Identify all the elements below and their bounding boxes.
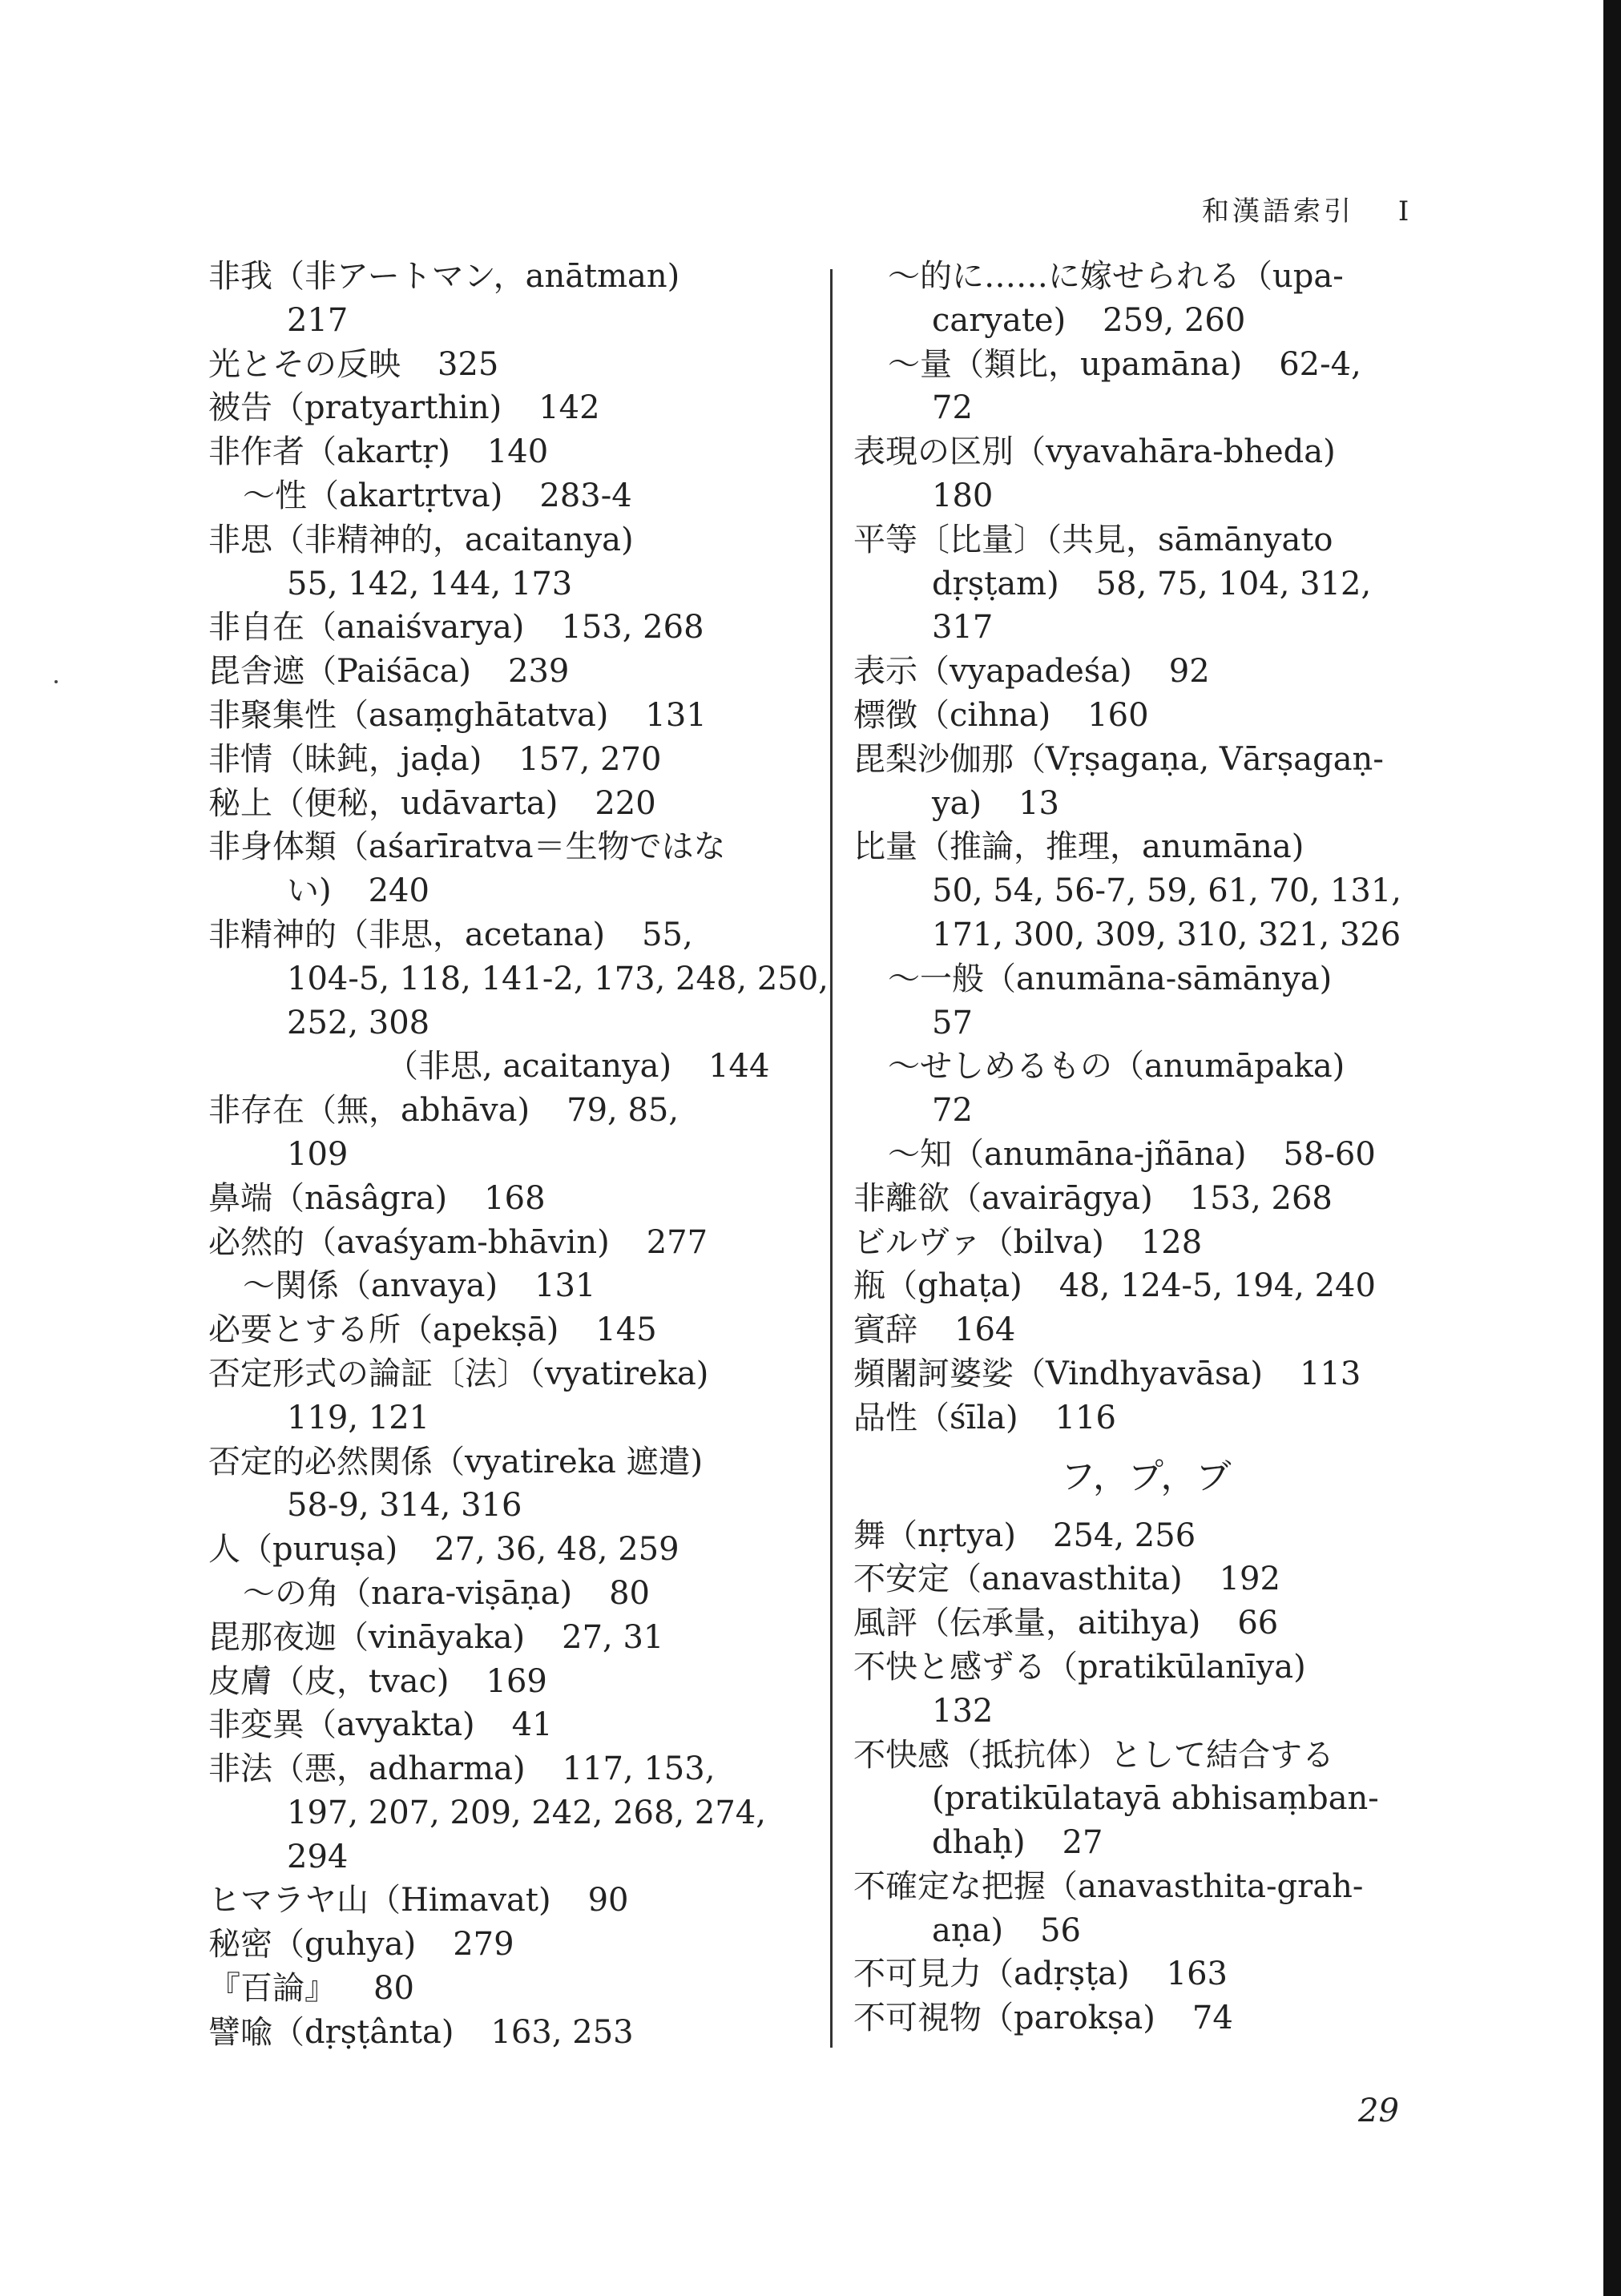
entry-term: 非思（非精神的，acaitanya) (208, 521, 634, 558)
scan-edge (1603, 0, 1621, 2296)
index-entry (208, 1221, 817, 1265)
entry-term: 非自在（anaiśvarya) (208, 609, 525, 647)
index-entry (853, 299, 1502, 343)
index-entry (208, 1923, 817, 1967)
entry-pages: 164 (954, 1311, 1016, 1349)
index-entry (208, 562, 817, 606)
index-entry (853, 650, 1502, 694)
entry-term: 非作者（akartṛ) (208, 433, 450, 471)
index-column-right-top (853, 255, 1502, 1440)
entry-term: ヒマラヤ山（Himavat) (208, 1882, 551, 1919)
entry-term: 〜関係（anvaya) (243, 1267, 498, 1305)
index-entry (208, 1572, 817, 1616)
entry-term: 非聚集性（asaṃghātatva) (208, 696, 609, 734)
entry-term: 品性（śīla) (853, 1399, 1018, 1436)
entry-pages: 180 (932, 477, 994, 514)
index-entry (208, 825, 817, 869)
index-entry (853, 1308, 1502, 1352)
entry-term: 賓辞 (853, 1311, 917, 1349)
entry-pages: 153, 268 (561, 609, 704, 647)
index-entry (853, 782, 1502, 826)
entry-pages: 168 (484, 1179, 546, 1217)
entry-pages: 145 (595, 1311, 657, 1349)
entry-pages: 66 (1237, 1605, 1279, 1642)
index-entry (208, 694, 817, 738)
entry-pages: 220 (595, 784, 656, 822)
index-entry (853, 1001, 1502, 1045)
index-entry (853, 386, 1502, 430)
entry-pages: 80 (373, 1970, 414, 2008)
entry-pages: 117, 153, (562, 1750, 716, 1788)
entry-pages: 92 (1168, 653, 1210, 691)
entry-term: 舞（nṛtya) (853, 1517, 1017, 1554)
entry-pages: 140 (486, 433, 549, 471)
entry-pages: 80 (609, 1574, 650, 1612)
index-entry (853, 1690, 1502, 1734)
entry-term: 毘那夜迦（vināyaka) (208, 1618, 526, 1656)
index-entry (853, 694, 1502, 738)
entry-term: 必要とする所（apekṣā) (208, 1311, 559, 1349)
entry-term: ビルヴァ（bilva) (853, 1223, 1104, 1261)
index-entry (853, 957, 1502, 1001)
entry-term: 否定形式の論証〔法〕（vyatireka) (208, 1355, 709, 1392)
index-entry (208, 1528, 817, 1572)
index-entry (853, 1952, 1502, 1996)
entry-term: 標徴（cihna) (853, 696, 1051, 734)
entry-pages: 56 (1040, 1911, 1081, 1949)
entry-pages: 62-4, (1279, 345, 1361, 383)
entry-pages: 131 (534, 1267, 596, 1305)
entry-pages: 325 (438, 345, 499, 383)
entry-term: 鼻端（nāsâgra) (208, 1179, 448, 1217)
entry-pages: 254, 256 (1053, 1517, 1196, 1554)
entry-term: 頻闍訶婆娑（Vindhyavāsa) (853, 1355, 1263, 1392)
entry-term: 否定的必然関係（vyatireka 遮遣) (208, 1443, 704, 1480)
entry-term: 被告（pratyarthin) (208, 389, 502, 427)
index-entry (853, 562, 1502, 606)
index-entry (208, 474, 817, 518)
index-entry (853, 1133, 1502, 1177)
entry-pages: 217 (287, 301, 349, 339)
index-entry (208, 957, 829, 1001)
entry-term: 比量（推論，推理，anumāna) (853, 828, 1304, 866)
entry-pages: 13 (1018, 784, 1059, 822)
entry-term: （非思, acaitanya) (386, 1048, 672, 1086)
index-entry (208, 1791, 817, 1835)
index-entry (853, 1045, 1502, 1089)
entry-term: aṇa) (932, 1911, 1004, 1949)
entry-term: 不可見力（adṛṣṭa) (853, 1956, 1130, 1993)
entry-term: 不確定な把握（anavasthita-grah- (853, 1867, 1364, 1905)
entry-pages: 74 (1192, 2000, 1233, 2037)
section-heading: フ，プ，ブ (1060, 1456, 1232, 1497)
index-entry (853, 343, 1502, 387)
entry-term: 非存在（無，abhāva) (208, 1092, 530, 1130)
entry-pages: 317 (932, 609, 994, 647)
entry-term: 『百論』 (208, 1970, 337, 2008)
running-header-letter: I (1397, 195, 1413, 228)
entry-term: 〜性（akartṛtva) (243, 477, 503, 514)
entry-pages: 79, 85, (567, 1092, 679, 1130)
index-entry (208, 1440, 817, 1484)
index-entry (853, 255, 1502, 299)
entry-term: 〜知（anumāna-jñāna) (888, 1135, 1247, 1173)
entry-pages: 50, 54, 56-7, 59, 61, 70, 131, (932, 872, 1401, 910)
entry-pages: 58-60 (1283, 1135, 1376, 1173)
index-entry (208, 782, 817, 826)
index-entry (853, 430, 1502, 474)
index-column-left (208, 255, 829, 2055)
index-entry (208, 1264, 817, 1308)
entry-term: 譬喩（dṛṣṭânta) (208, 2013, 454, 2051)
index-entry (853, 1865, 1502, 1909)
column-divider (830, 269, 833, 2048)
index-entry (208, 1660, 817, 1704)
index-entry (208, 1177, 817, 1221)
index-entry (208, 1133, 817, 1177)
index-entry (853, 1909, 1502, 1953)
entry-term: 風評（伝承量，aitihya) (853, 1605, 1201, 1642)
entry-pages: 104-5, 118, 141-2, 173, 248, 250, (287, 960, 829, 997)
entry-term: dṛṣṭam) (932, 565, 1059, 602)
index-entry (208, 1616, 817, 1660)
index-entry (853, 1221, 1502, 1265)
entry-term: 非離欲（avairāgya) (853, 1179, 1153, 1217)
index-entry (853, 913, 1502, 957)
index-entry (853, 1734, 1502, 1778)
entry-pages: 119, 121 (287, 1399, 430, 1436)
index-entry (853, 606, 1502, 650)
entry-term: 毘梨沙伽那（Vṛṣagaṇa, Vārṣagaṇ- (853, 740, 1384, 778)
index-entry (208, 299, 817, 343)
index-column-right-bottom (853, 1514, 1502, 2041)
entry-term: 〜一般（anumāna-sāmānya) (888, 960, 1333, 997)
index-entry (853, 1996, 1502, 2040)
index-entry (208, 1396, 817, 1440)
running-header (1202, 189, 1412, 228)
entry-pages: 57 (932, 1004, 973, 1041)
index-entry (853, 1557, 1502, 1601)
index-entry (853, 474, 1502, 518)
entry-term: 皮膚（皮，tvac) (208, 1662, 450, 1700)
entry-pages: 58, 75, 104, 312, (1095, 565, 1372, 602)
index-entry (853, 1601, 1502, 1645)
index-entry (853, 1396, 1502, 1440)
entry-term: 瓶（ghaṭa) (853, 1267, 1022, 1305)
entry-pages: 192 (1219, 1561, 1280, 1598)
entry-pages: 41 (511, 1706, 553, 1744)
entry-pages: 142 (538, 389, 600, 427)
index-entry (208, 1967, 817, 2011)
entry-pages: 153, 268 (1189, 1179, 1333, 1217)
index-entry (208, 1835, 817, 1879)
index-entry (853, 1777, 1502, 1821)
entry-term: 非精神的（非思，acetana) (208, 916, 606, 953)
index-entry (208, 1747, 817, 1791)
entry-pages: 72 (932, 389, 973, 427)
index-entry (853, 1514, 1502, 1558)
page-number: 29 (1358, 2093, 1399, 2129)
entry-term: 必然的（avaśyam-bhāvin) (208, 1223, 610, 1261)
entry-term: 不快と感ずる（pratikūlanīya) (853, 1648, 1306, 1686)
index-entry (208, 2011, 817, 2055)
index-entry (208, 1308, 817, 1352)
entry-pages: 279 (453, 1926, 514, 1964)
entry-pages: 259, 260 (1103, 301, 1246, 339)
entry-term: 秘上（便秘，udāvarta) (208, 784, 558, 822)
entry-pages: 169 (486, 1662, 547, 1700)
entry-pages: 197, 207, 209, 242, 268, 274, (287, 1794, 766, 1831)
entry-term: 表示（vyapadeśa) (853, 653, 1132, 691)
entry-pages: 27, 31 (562, 1618, 664, 1656)
entry-term: 秘密（guhya) (208, 1926, 417, 1964)
index-entry (853, 518, 1502, 562)
running-header-title: 和漢語索引 (1202, 195, 1354, 228)
index-entry (853, 1821, 1502, 1865)
entry-term: 〜の角（nara-viṣāṇa) (243, 1574, 573, 1612)
index-entry (208, 430, 817, 474)
index-entry (208, 1703, 817, 1747)
entry-term: dhaḥ) (932, 1824, 1026, 1862)
index-entry (208, 1001, 817, 1045)
index-entry (208, 738, 817, 782)
index-entry (208, 518, 817, 562)
entry-pages: 109 (287, 1135, 349, 1173)
entry-term: 平等〔比量〕（共見，sāmānyato (853, 521, 1333, 558)
scan-speck (54, 680, 58, 683)
index-entry (853, 1089, 1502, 1133)
entry-pages: 160 (1087, 696, 1149, 734)
entry-term: 非法（悪，adharma) (208, 1750, 526, 1788)
index-entry (208, 1045, 817, 1089)
entry-term: 不可視物（parokṣa) (853, 2000, 1155, 2037)
entry-pages: 55, 142, 144, 173 (287, 565, 573, 602)
entry-pages: 90 (587, 1882, 629, 1919)
entry-pages: 27, 36, 48, 259 (434, 1531, 679, 1569)
entry-pages: 72 (932, 1092, 973, 1130)
entry-pages: 171, 300, 309, 310, 321, 326 (932, 916, 1401, 953)
entry-term: 人（puruṣa) (208, 1531, 398, 1569)
entry-pages: 27 (1062, 1824, 1103, 1862)
entry-pages: 131 (645, 696, 707, 734)
index-entry (208, 1484, 817, 1528)
entry-pages: 157, 270 (518, 740, 662, 778)
index-entry (853, 825, 1502, 869)
index-entry (853, 1352, 1502, 1396)
entry-term: 〜せしめるもの（anumāpaka) (888, 1048, 1345, 1086)
entry-term: い) (287, 872, 332, 910)
index-entry (853, 1264, 1502, 1308)
entry-term: 不安定（anavasthita) (853, 1561, 1183, 1598)
entry-term: (pratikūlatayā abhisaṃban- (932, 1780, 1379, 1818)
index-entry (853, 1645, 1502, 1690)
entry-term: 非我（非アートマン，anātman) (208, 258, 680, 295)
entry-pages: 128 (1140, 1223, 1203, 1261)
entry-pages: 55, (642, 916, 693, 953)
entry-term: 非身体類（aśarīratva＝生物ではな (208, 828, 726, 866)
entry-term: 表現の区別（vyavahāra-bheda) (853, 433, 1336, 471)
index-entry (853, 738, 1502, 782)
index-entry (208, 1352, 817, 1396)
entry-term: ya) (932, 784, 982, 822)
entry-pages: 277 (646, 1223, 708, 1261)
index-column-right (853, 255, 1502, 2040)
index-entry (208, 1879, 817, 1923)
entry-term: 非情（昧鈍，jaḍa) (208, 740, 482, 778)
index-entry (208, 650, 817, 694)
entry-pages: 116 (1054, 1399, 1116, 1436)
entry-pages: 48, 124-5, 194, 240 (1058, 1267, 1376, 1305)
entry-term: 不快感（抵抗体）として結合する (853, 1736, 1334, 1774)
entry-pages: 163, 253 (490, 2013, 634, 2051)
entry-pages: 163 (1166, 1956, 1228, 1993)
index-entry (208, 913, 817, 957)
index-entry (208, 343, 817, 387)
entry-pages: 113 (1299, 1355, 1361, 1392)
entry-term: 〜的に……に嫁せられる（upa- (888, 258, 1344, 295)
index-entry (853, 869, 1502, 913)
index-entry (208, 606, 817, 650)
entry-pages: 252, 308 (287, 1004, 430, 1041)
entry-term: 光とその反映 (208, 345, 401, 383)
entry-term: 〜量（類比，upamāna) (888, 345, 1243, 383)
index-entry (208, 1089, 817, 1133)
index-entry (208, 255, 817, 299)
entry-pages: 283-4 (539, 477, 632, 514)
entry-pages: 240 (368, 872, 429, 910)
entry-term: 毘舎遮（Paiśāca) (208, 653, 471, 691)
index-entry (208, 869, 817, 913)
entry-pages: 58-9, 314, 316 (287, 1487, 522, 1525)
entry-term: 非変異（avyakta) (208, 1706, 475, 1744)
index-entry (208, 386, 817, 430)
entry-pages: 294 (287, 1838, 349, 1875)
entry-term: caryate) (932, 301, 1067, 339)
index-entry (853, 1177, 1502, 1221)
entry-pages: 144 (708, 1048, 770, 1086)
entry-pages: 132 (932, 1692, 994, 1730)
entry-pages: 239 (508, 653, 570, 691)
